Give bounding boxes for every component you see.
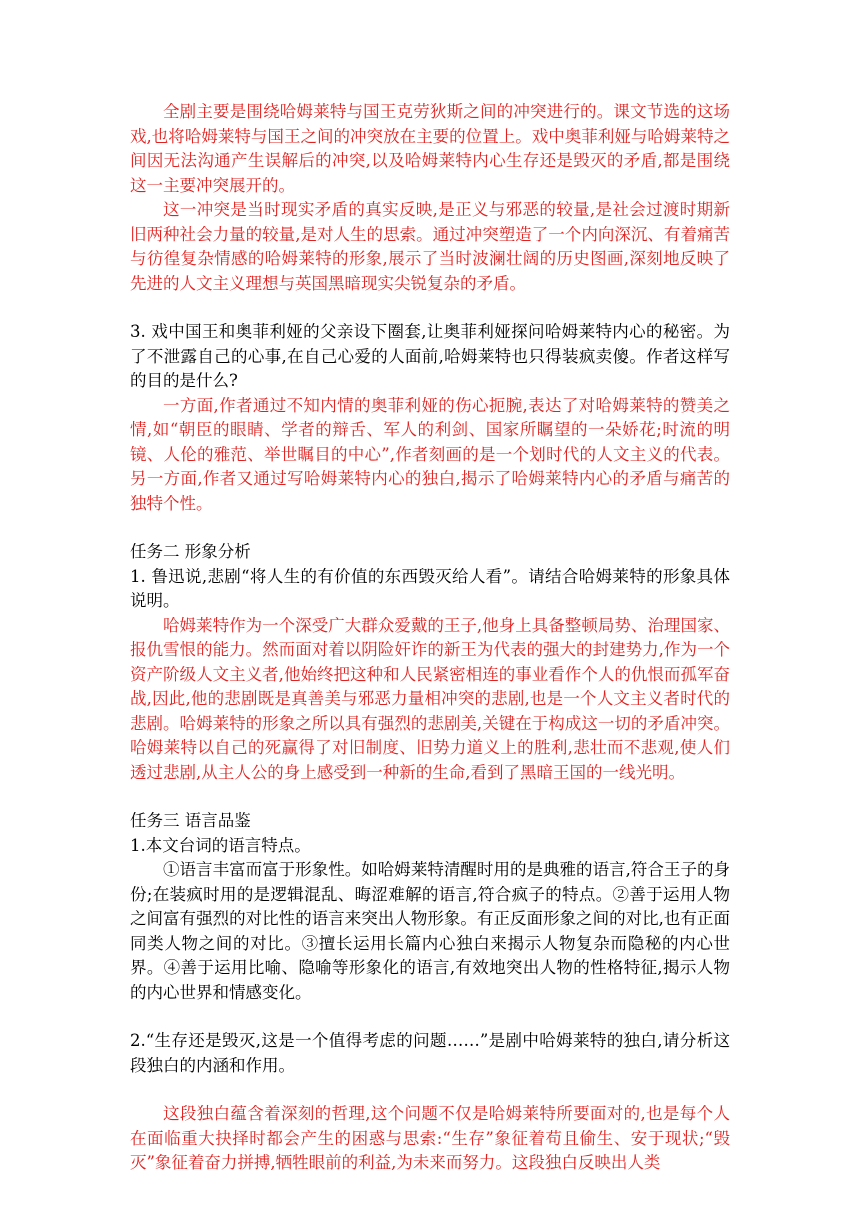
- task-3-answer-1: ①语言丰富而富于形象性。如哈姆莱特清醒时用的是典雅的语言,符合王子的身份;在装疯时用的是逻辑混乱、晦涩难解的语言,符合疯子的特点。②善于运用人物之间富有强烈的对比性的语言来突出人物形象。有正反面形象之间的对比,也有正面同类人物之间的对比。③擅长运用长篇内心独白来揭示人物复杂而隐秘的内心世界。④善于运用比喻、隐喻等形象化的语言,有效地突出人物的性格特征,揭示人物的内心世界和情感变化。: [130, 860, 730, 1002]
- answer-3: 一方面,作者通过不知内情的奥菲利娅的伤心扼腕,表达了对哈姆莱特的赞美之情,如“朝臣的眼睛、学者的辩舌、军人的利剑、国家所瞩望的一朵娇花;时流的明镜、人伦的雅范、举世瞩目的中心”,作者刻画的是一个划时代的人文主义的代表。另一方面,作者又通过写哈姆莱特内心的独白,揭示了哈姆莱特内心的矛盾与痛苦的独特个性。: [130, 395, 730, 513]
- answer-paragraph-conflict: 全剧主要是围绕哈姆莱特与国王克劳狄斯之间的冲突进行的。课文节选的这场戏,也将哈姆莱特与国王之间的冲突放在主要的位置上。戏中奥菲利娅与哈姆莱特之间因无法沟通产生误解后的冲突,以及哈姆莱特内心生存还是毁灭的矛盾,都是围绕这一主要冲突展开的。: [130, 102, 730, 195]
- answer-paragraph-conflict-meaning: 这一冲突是当时现实矛盾的真实反映,是正义与邪恶的较量,是社会过渡时期新旧两种社会力量的较量,是对人生的思索。通过冲突塑造了一个内向深沉、有着痛苦与彷徨复杂情感的哈姆莱特的形象,展示了当时波澜壮阔的历史图画,深刻地反映了先进的人文主义理想与英国黑暗现实尖锐复杂的矛盾。: [130, 200, 730, 293]
- task-2-question-1: 1. 鲁迅说,悲剧“将人生的有价值的东西毁灭给人看”。请结合哈姆莱特的形象具体说明。: [130, 566, 730, 610]
- task-3-question-1: 1.本文台词的语言特点。: [130, 835, 311, 855]
- task-2-answer-1: 哈姆莱特作为一个深受广大群众爱戴的王子,他身上具备整顿局势、治理国家、报仇雪恨的能力。然而面对着以阴险奸诈的新王为代表的强大的封建势力,作为一个资产阶级人文主义者,他始终把这种和人民紧密相连的事业看作个人的仇恨而孤军奋战,因此,他的悲剧既是真善美与邪恶力量相冲突的悲剧,也是一个人文主义者时代的悲剧。哈姆莱特的形象之所以具有强烈的悲剧美,关键在于构成这一切的矛盾冲突。哈姆莱特以自己的死赢得了对旧制度、旧势力道义上的胜利,悲壮而不悲观,使人们透过悲剧,从主人公的身上感受到一种新的生命,看到了黑暗王国的一线光明。: [130, 615, 730, 782]
- task-3-answer-2: 这段独白蕴含着深刻的哲理,这个问题不仅是哈姆莱特所要面对的,也是每个人在面临重大抉择时都会产生的困惑与思索:“生存”象征着苟且偷生、安于现状;“毁灭”象征着奋力拼搏,牺牲眼前的利益,为未来而努力。这段独白反映出人类: [130, 1104, 730, 1172]
- task-2-heading: 任务二 形象分析: [130, 542, 251, 561]
- task-3-question-2: 2.“生存还是毁灭,这是一个值得考虑的问题……”是剧中哈姆莱特的独白,请分析这段独白的内涵和作用。: [130, 1031, 730, 1075]
- question-3: 3. 戏中国王和奥菲利娅的父亲设下圈套,让奥菲利娅探问哈姆莱特内心的秘密。为了不泄露自己的心事,在自己心爱的人面前,哈姆莱特也只得装疯卖傻。作者这样写的目的是什么?: [130, 322, 730, 390]
- task-3-heading: 任务三 语言品鉴: [130, 811, 251, 830]
